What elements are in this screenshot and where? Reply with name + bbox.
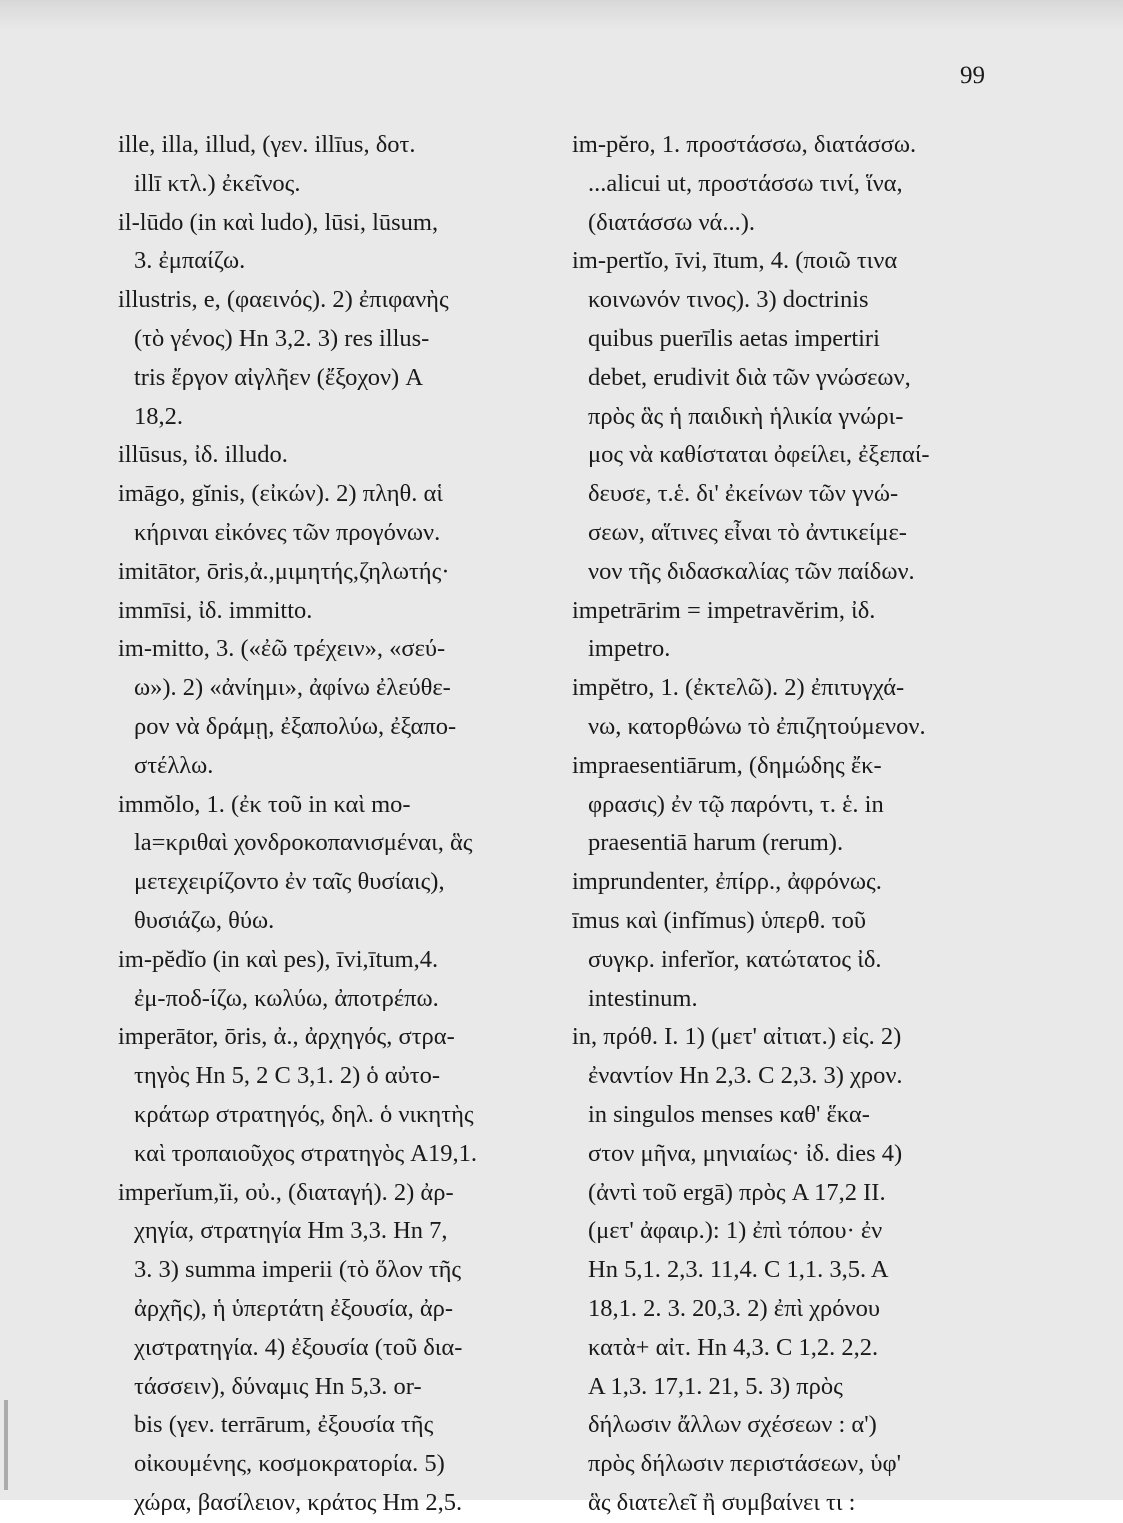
dictionary-line: in singulos menses καθ' ἕκα- <box>588 1100 870 1128</box>
dictionary-line: στον μῆνα, μηνιαίως· ἰδ. dies 4) <box>588 1139 903 1167</box>
dictionary-line: quibus puerīlis aetas impertiri <box>588 324 880 352</box>
dictionary-line: νον τῆς διδασκαλίας τῶν παίδων. <box>588 557 915 585</box>
dictionary-line: debet, erudivit διὰ τῶν γνώσεων, <box>588 363 911 391</box>
dictionary-line: δευσε, τ.ἑ. δι' ἐκείνων τῶν γνώ- <box>588 480 899 508</box>
page-top-shadow <box>0 0 1123 30</box>
binding-edge-mark <box>4 1400 8 1490</box>
dictionary-line: στέλλω. <box>134 751 214 779</box>
dictionary-line: imprundenter, ἐπίρρ., ἀφρόνως. <box>572 868 882 896</box>
dictionary-line: impĕtro, 1. (ἐκτελῶ). 2) ἐπιτυγχά- <box>572 674 905 702</box>
dictionary-line: (ἀντὶ τοῦ ergā) πρὸς A 17,2 II. <box>588 1178 886 1206</box>
dictionary-line: illī κτλ.) ἐκεῖνος. <box>134 169 301 197</box>
dictionary-line: impetro. <box>588 635 671 663</box>
dictionary-line: im-pĕro, 1. προστάσσω, διατάσσω. <box>572 131 917 158</box>
dictionary-line: bis (γεν. terrārum, ἐξουσία τῆς <box>134 1411 434 1439</box>
dictionary-line: κοινωνόν τινος). 3) doctrinis <box>588 286 869 314</box>
dictionary-line: in, πρόθ. I. 1) (μετ' αἰτιατ.) εἰς. 2) <box>572 1023 902 1051</box>
dictionary-line: καὶ τροπαιοῦχος στρατηγὸς A19,1. <box>134 1139 477 1167</box>
dictionary-line: 3. ἐμπαίζω. <box>134 247 246 275</box>
dictionary-line: ἃς διατελεῖ ἢ συμβαίνει τι : <box>588 1488 856 1516</box>
dictionary-line: il-lūdo (in καὶ ludo), lūsi, lūsum, <box>118 208 439 236</box>
dictionary-line: τάσσειν), δύναμις Hn 5,3. or- <box>134 1372 422 1400</box>
dictionary-line: ἐμ-ποδ-ίζω, κωλύω, ἀποτρέπω. <box>134 984 439 1012</box>
dictionary-line: τηγὸς Hn 5, 2 C 3,1. 2) ὁ αὐτο- <box>134 1062 440 1090</box>
dictionary-line: Hn 5,1. 2,3. 11,4. C 1,1. 3,5. A <box>588 1256 889 1284</box>
dictionary-line: σεων, αἵτινες εἶναι τὸ ἀντικείμε- <box>588 518 907 546</box>
dictionary-line: im-pertĭo, īvi, ītum, 4. (ποιῶ τινα <box>572 247 898 275</box>
dictionary-line: χώρα, βασίλειον, κράτος Hm 2,5. <box>134 1488 463 1516</box>
dictionary-line: ω»). 2) «ἀνίημι», ἀφίνω ἐλεύθε- <box>134 674 451 702</box>
dictionary-line: intestinum. <box>588 984 698 1012</box>
dictionary-line: imāgo, gĭnis, (εἰκών). 2) πληθ. αἱ <box>118 480 443 508</box>
dictionary-line: πρὸς ἃς ἡ παιδικὴ ἡλικία γνώρι- <box>588 402 904 430</box>
left-column <box>118 126 550 1523</box>
dictionary-line: immŏlo, 1. (ἐκ τοῦ in καὶ mo- <box>118 790 411 818</box>
dictionary-line: im-pĕdĭo (in καὶ pes), īvi,ītum,4. <box>118 945 439 973</box>
dictionary-line: la=κριθαὶ χονδροκοπανισμέναι, ἃς <box>134 829 473 857</box>
dictionary-line: impetrārim = impetravĕrim, ἰδ. <box>572 596 876 624</box>
dictionary-line: κράτωρ στρατηγός, δηλ. ὁ νικητὴς <box>134 1100 474 1128</box>
dictionary-line: (διατάσσω νά...). <box>588 208 756 236</box>
dictionary-line: 18,2. <box>134 402 183 430</box>
dictionary-line: im-mitto, 3. («ἐῶ τρέχειν», «σεύ- <box>118 635 446 663</box>
dictionary-line: ...alicui ut, προστάσσω τινί, ἵνα, <box>588 169 903 197</box>
dictionary-line: χιστρατηγία. 4) ἐξουσία (τοῦ δια- <box>134 1333 463 1361</box>
dictionary-line: ἐναντίον Hn 2,3. C 2,3. 3) χρον. <box>588 1062 903 1090</box>
dictionary-line: μος νὰ καθίσταται ὀφείλει, ἐξεπαί- <box>588 441 930 469</box>
page-number: 99 <box>960 62 985 89</box>
dictionary-line: tris ἔργον αἰγλῆεν (ἔξοχον) A <box>134 363 424 391</box>
dictionary-line: 18,1. 2. 3. 20,3. 2) ἐπὶ χρόνου <box>588 1294 880 1322</box>
dictionary-line: imperātor, ōris, ἀ., ἀρχηγός, στρα- <box>118 1023 455 1051</box>
dictionary-line: μετεχειρίζοντο ἐν ταῖς θυσίαις), <box>134 868 445 896</box>
dictionary-line: ρον νὰ δράμῃ, ἐξαπολύω, ἐξαπο- <box>134 712 457 740</box>
dictionary-line: οἰκουμένης, κοσμοκρατορία. 5) <box>134 1450 445 1478</box>
dictionary-line: φρασις) ἐν τῷ παρόντι, τ. ἑ. in <box>588 790 884 818</box>
dictionary-line: A 1,3. 17,1. 21, 5. 3) πρὸς <box>588 1372 843 1400</box>
dictionary-line: κήριναι εἰκόνες τῶν προγόνων. <box>134 518 441 546</box>
dictionary-line: ille, illa, illud, (γεν. illīus, δοτ. <box>118 131 416 158</box>
dictionary-line: νω, κατορθώνω τὸ ἐπιζητούμενον. <box>588 712 926 740</box>
dictionary-line: συγκρ. inferĭor, κατώτατος ἰδ. <box>588 945 882 973</box>
dictionary-line: κατὰ+ αἰτ. Hn 4,3. C 1,2. 2,2. <box>588 1333 879 1361</box>
dictionary-line: immīsi, ἰδ. immitto. <box>118 596 313 624</box>
dictionary-line: īmus καὶ (infĭmus) ὑπερθ. τοῦ <box>572 906 866 934</box>
dictionary-line: illustris, e, (φαεινός). 2) ἐπιφανὴς <box>118 286 449 314</box>
dictionary-line: illūsus, ἰδ. illudo. <box>118 441 288 469</box>
dictionary-line: 3. 3) summa imperii (τὸ ὅλον τῆς <box>134 1256 462 1284</box>
dictionary-line: (τὸ γένος) Hn 3,2. 3) res illus- <box>134 324 430 352</box>
dictionary-line: πρὸς δήλωσιν περιστάσεων, ὑφ' <box>588 1450 902 1478</box>
dictionary-line: ἀρχῆς), ἡ ὑπερτάτη ἐξουσία, ἀρ- <box>134 1294 454 1322</box>
dictionary-line: δήλωσιν ἄλλων σχέσεων : α') <box>588 1411 877 1439</box>
dictionary-line: praesentiā harum (rerum). <box>588 829 844 857</box>
right-column <box>572 126 992 1523</box>
dictionary-line: imitātor, ōris,ἀ.,μιμητής,ζηλωτής· <box>118 557 450 585</box>
dictionary-line: (μετ' ἀφαιρ.): 1) ἐπὶ τόπου· ἐν <box>588 1217 883 1245</box>
dictionary-line: χηγία, στρατηγία Hm 3,3. Hn 7, <box>134 1217 448 1245</box>
dictionary-line: impraesentiārum, (δημώδης ἔκ- <box>572 751 882 779</box>
dictionary-line: θυσιάζω, θύω. <box>134 906 275 934</box>
dictionary-line: imperĭum,ĭi, οὐ., (διαταγή). 2) ἀρ- <box>118 1178 454 1206</box>
